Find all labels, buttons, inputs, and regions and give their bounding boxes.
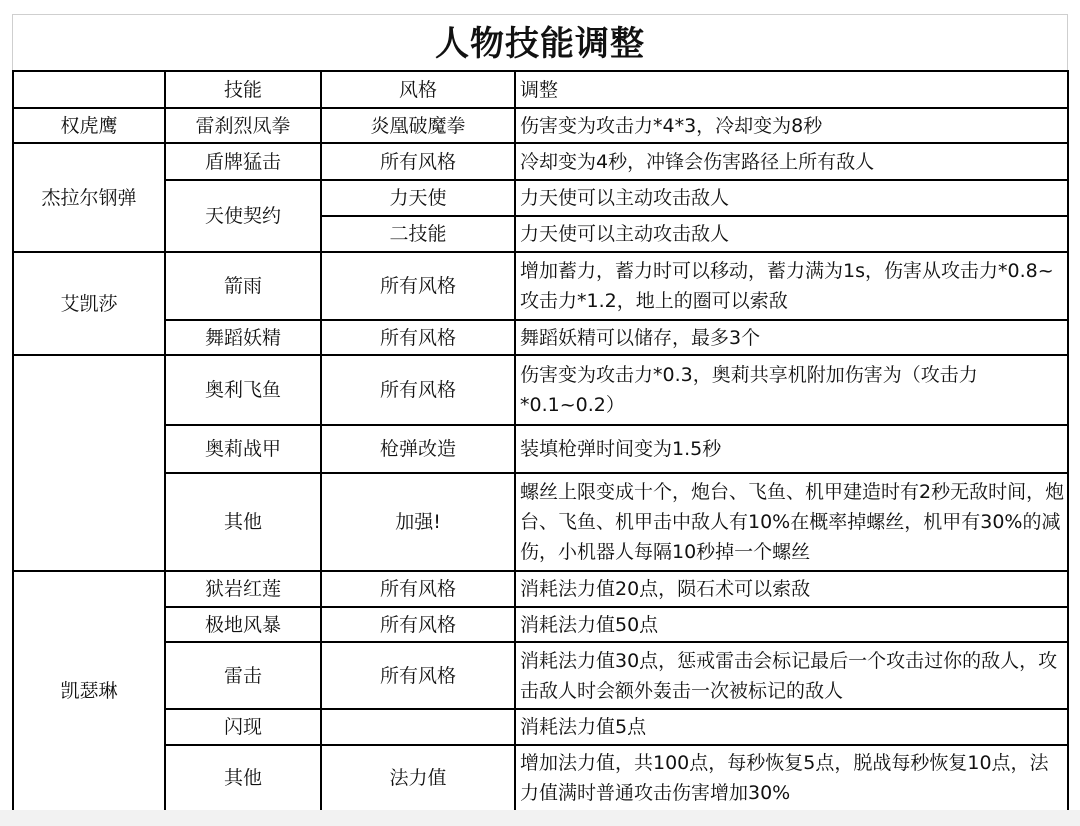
table-row	[13, 745, 1068, 811]
header-style: 风格	[321, 71, 515, 108]
character-cell: 杰拉尔钢弹	[13, 143, 165, 252]
style-cell: 所有风格	[321, 607, 515, 642]
table-header-row	[13, 71, 1068, 108]
adjustment-cell: 消耗法力值20点，陨石术可以索敌	[515, 571, 1068, 607]
adjustment-cell: 增加蓄力，蓄力时可以移动，蓄力满为1s，伤害从攻击力*0.8~攻击力*1.2，地上的圈可以索敌	[515, 252, 1068, 320]
adjustment-cell: 消耗法力值30点，惩戒雷击会标记最后一个攻击过你的敌人，攻击敌人时会额外轰击一次被标记的敌人	[515, 642, 1068, 709]
style-cell: 二技能	[321, 216, 515, 252]
header-adjustment: 调整	[515, 71, 1068, 108]
character-cell: 艾凯莎	[13, 252, 165, 355]
adjustment-cell: 消耗法力值5点	[515, 709, 1068, 745]
table-row	[13, 143, 1068, 180]
style-cell: 所有风格	[321, 143, 515, 180]
style-cell: 力天使	[321, 180, 515, 216]
style-cell	[321, 709, 515, 745]
skill-cell: 闪现	[165, 709, 321, 745]
character-cell: 权虎鹰	[13, 108, 165, 143]
adjustment-cell: 冷却变为4秒，冲锋会伤害路径上所有敌人	[515, 143, 1068, 180]
skill-cell: 其他	[165, 745, 321, 811]
style-cell: 法力值	[321, 745, 515, 811]
skill-adjustment-table	[12, 70, 1069, 812]
skill-cell: 箭雨	[165, 252, 321, 320]
adjustment-cell: 舞蹈妖精可以储存，最多3个	[515, 320, 1068, 355]
skill-cell: 舞蹈妖精	[165, 320, 321, 355]
style-cell: 枪弹改造	[321, 425, 515, 473]
skill-cell: 奥莉战甲	[165, 425, 321, 473]
adjustment-cell: 力天使可以主动攻击敌人	[515, 180, 1068, 216]
skill-cell: 盾牌猛击	[165, 143, 321, 180]
skill-cell: 狱岩红莲	[165, 571, 321, 607]
table-row	[13, 607, 1068, 642]
adjustment-cell: 装填枪弹时间变为1.5秒	[515, 425, 1068, 473]
skill-cell: 雷刹烈凤拳	[165, 108, 321, 143]
table-row	[13, 571, 1068, 607]
table-row	[13, 180, 1068, 216]
skill-cell: 极地风暴	[165, 607, 321, 642]
table-row	[13, 355, 1068, 425]
character-cell: 凯瑟琳	[13, 571, 165, 811]
header-skill: 技能	[165, 71, 321, 108]
table-row	[13, 252, 1068, 320]
style-cell: 炎凰破魔拳	[321, 108, 515, 143]
adjustment-cell: 螺丝上限变成十个，炮台、飞鱼、机甲建造时有2秒无敌时间，炮台、飞鱼、机甲击中敌人有10%在概率掉螺丝，机甲有30%的减伤，小机器人每隔10秒掉一个螺丝	[515, 473, 1068, 571]
style-cell: 所有风格	[321, 355, 515, 425]
header-character	[13, 71, 165, 108]
table-row	[13, 425, 1068, 473]
character-cell	[13, 355, 165, 571]
adjustment-cell: 伤害变为攻击力*0.3，奥莉共享机附加伤害为（攻击力*0.1~0.2）	[515, 355, 1068, 425]
skill-cell: 奥利飞鱼	[165, 355, 321, 425]
table-row	[13, 473, 1068, 571]
table-row	[13, 320, 1068, 355]
adjustment-cell: 消耗法力值50点	[515, 607, 1068, 642]
table-row	[13, 642, 1068, 709]
adjustment-cell: 力天使可以主动攻击敌人	[515, 216, 1068, 252]
style-cell: 所有风格	[321, 642, 515, 709]
bottom-margin	[0, 810, 1080, 826]
adjustment-cell: 伤害变为攻击力*4*3，冷却变为8秒	[515, 108, 1068, 143]
style-cell: 加强!	[321, 473, 515, 571]
style-cell: 所有风格	[321, 571, 515, 607]
skill-cell: 其他	[165, 473, 321, 571]
table-row	[13, 108, 1068, 143]
adjustment-cell: 增加法力值，共100点，每秒恢复5点，脱战每秒恢复10点，法力值满时普通攻击伤害增加30%	[515, 745, 1068, 811]
style-cell: 所有风格	[321, 320, 515, 355]
skill-cell: 天使契约	[165, 180, 321, 252]
table-row	[13, 709, 1068, 745]
skill-cell: 雷击	[165, 642, 321, 709]
style-cell: 所有风格	[321, 252, 515, 320]
page-title: 人物技能调整	[435, 24, 645, 64]
